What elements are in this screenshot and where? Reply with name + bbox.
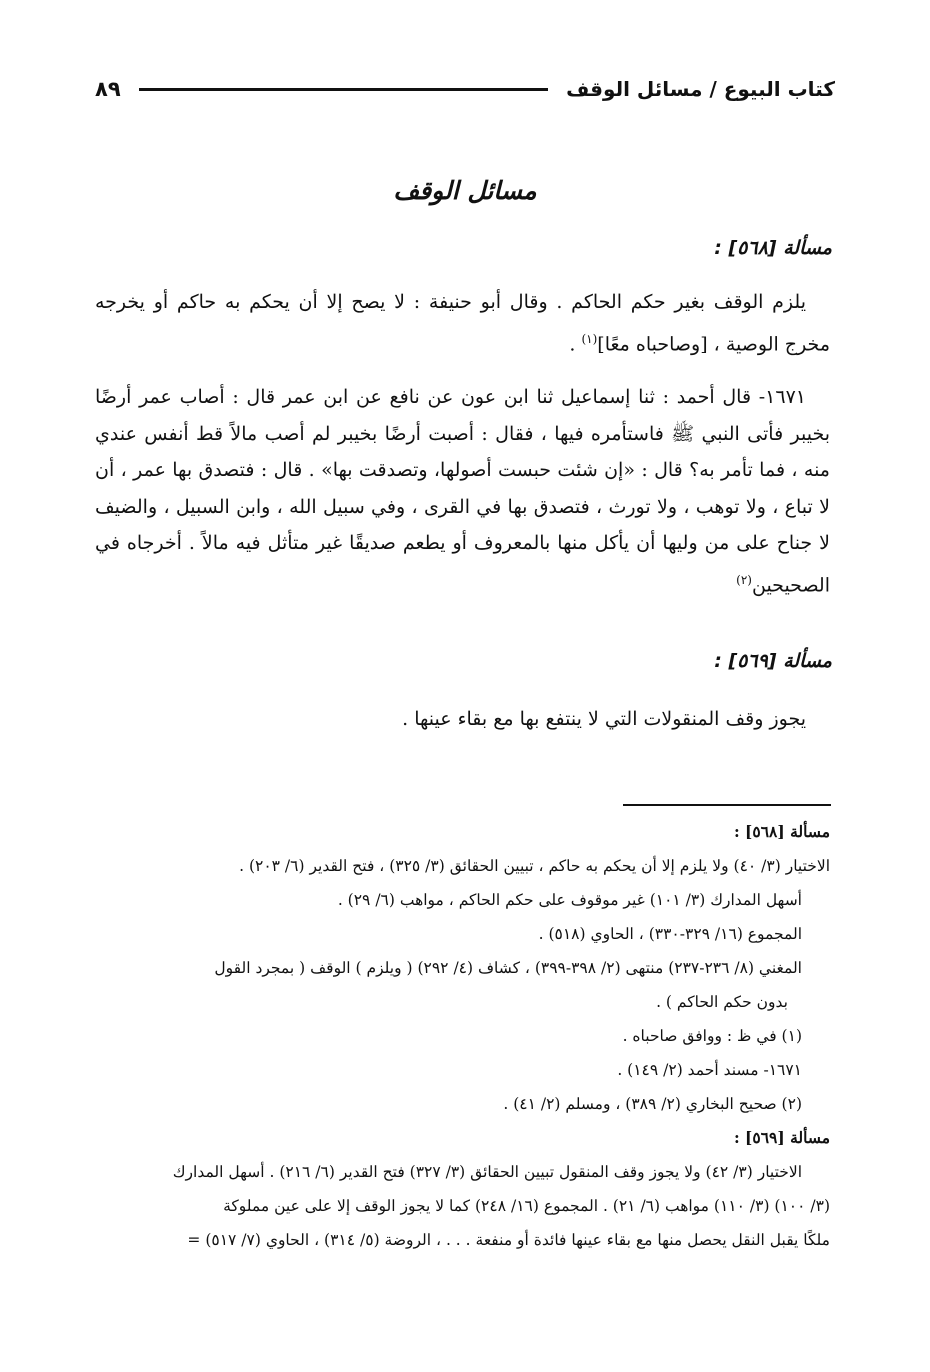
footnote-line: مسألة [٥٦٩] : [733,1128,830,1147]
issue-568-end: . [569,332,582,355]
issue-568-text [95,284,830,363]
footnote-marker-1: (١) [581,331,598,346]
footnote-line: ملكًا يقبل النقل يحصل منها مع بقاء عينها فائدة أو منفعة . . . ، الروضة (٥/ ٣١٤) ، الحاوي (٧/ ٥١٧) = [187,1231,830,1249]
footnote-line: المجموع (١٦/ ٣٢٩-٣٣٠) ، الحاوي (٥١٨) . [538,925,802,943]
issue-568-body: يلزم الوقف بغير حكم الحاكم . وقال أبو حنيفة : لا يصح إلا أن يحكم به حاكم أو يخرجه مخرج الوصية ، [وصاحباه معًا] [95,291,830,355]
footnote-separator [623,804,831,806]
issue-569-text [95,701,830,738]
running-header [95,72,835,106]
footnote-line: المغني (٨/ ٢٣٦-٢٣٧) منتهى (٢/ ٣٩٨-٣٩٩) ، كشاف (٤/ ٢٩٢) ( ويلزم ) الوقف ( بمجرد القول [214,959,802,977]
footnote-line: الاختيار (٣/ ٤٠) ولا يلزم إلا أن يحكم به حاكم ، تبيين الحقائق (٣/ ٣٢٥) ، فتح القدير (٦/ ٢٠٣) . [239,857,830,875]
footnote-line: الاختيار (٣/ ٤٢) ولا يجوز وقف المنقول تبيين الحقائق (٣/ ٣٢٧) فتح القدير (٦/ ٢١٦) . أسهل المدارك [172,1163,802,1181]
footnote-line: (١) في ظ : ووافق صاحباه . [622,1027,802,1045]
running-title: كتاب البيوع / مسائل الوقف [566,77,835,101]
header-rule [139,88,548,91]
footnote-line: أسهل المدارك (٣/ ١٠١) غير موقوف على حكم الحاكم ، مواهب (٦/ ٢٩) . [337,891,802,909]
footnote-line: (٣/ ١٠٠) (٣/ ١١٠) مواهب (٦/ ٢١) . المجموع (١٦/ ٢٤٨) كما لا يجوز الوقف إلا على عين مملوكة [223,1197,830,1215]
footnote-line: مسألة [٥٦٨] : [733,822,830,841]
footnote-line: ١٦٧١- مسند أحمد (٢/ ١٤٩) . [617,1061,802,1079]
footnote-line: (٢) صحيح البخاري (٢/ ٣٨٩) ، ومسلم (٢/ ٤١) . [503,1095,802,1113]
issue-569-body: يجوز وقف المنقولات التي لا ينتفع بها مع بقاء عينها . [402,708,806,730]
chapter-title: مسائل الوقف [393,176,537,205]
footnote-line: بدون حكم الحاكم ) . [656,993,788,1011]
footnotes [95,815,830,1257]
issue-569-label: مسألة [٥٦٩] : [714,650,832,672]
hadith-1671-text: ١٦٧١- قال أحمد : ثنا إسماعيل ثنا ابن عون عن نافع عن ابن عمر قال : أصاب عمر أرضًا بخيبر فأتى النبي ﷺ فاستأمره فيها ، فقال : أصبت أرضًا بخيبر لم أصب مالاً قط أنفس عندي منه ، فما تأمر به؟ قال : «إن شئت حبست أصولها، وتصدقت بها» . قال : فتصدق بها عمر ، أن لا تباع ، ولا توهب ، ولا تورث ، فتصدق بها في القرى ، وفي سبيل الله ، وابن السبيل ، والضيف لا جناح على من وليها أن يأكل منها بالمعروف أو يطعم صديقًا غير متأثل فيه مالاً . أخرجاه في الصحيحين [95,386,830,597]
footnote-marker-2: (٢) [736,572,752,587]
hadith-1671 [95,379,830,604]
page-number: ٨٩ [95,77,121,101]
issue-568-label: مسألة [٥٦٨] : [714,237,832,259]
